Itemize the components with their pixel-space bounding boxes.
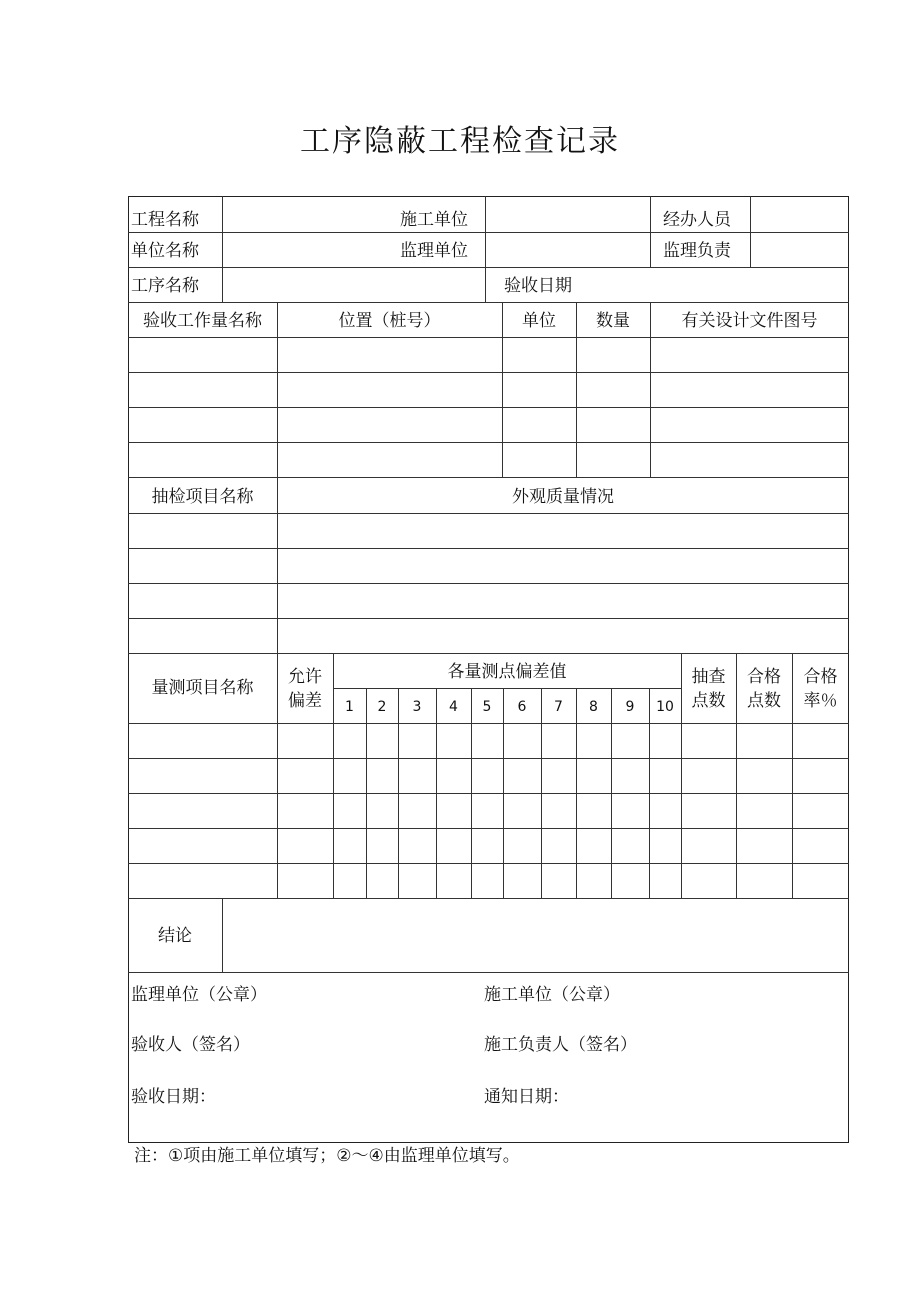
col-workload-name: 验收工作量名称 [143,311,262,331]
label-supervision-lead: 监理负责 [663,241,731,261]
col-pass-rate-2: 率％ [803,691,838,711]
col-sample-points-1: 抽查 [691,667,726,687]
label-unit-name: 单位名称 [131,241,199,261]
notice-date: 通知日期： [484,1087,569,1107]
point-7: 7 [554,699,563,715]
col-position: 位置（桩号） [338,311,441,331]
inspector-signature: 验收人（签名） [131,1035,250,1055]
construction-lead-signature: 施工负责人（签名） [484,1035,637,1055]
point-4: 4 [449,699,458,715]
inspection-date: 验收日期： [131,1087,216,1107]
point-10: 10 [656,699,674,715]
label-conclusion: 结论 [158,926,192,946]
point-5: 5 [482,699,492,715]
label-project-name: 工程名称 [131,210,199,230]
point-2: 2 [377,699,387,715]
point-9: 9 [625,699,635,715]
col-allowance-2: 偏差 [288,691,322,711]
col-quantity: 数量 [596,311,630,331]
point-1: 1 [345,699,354,715]
col-allowance-1: 允许 [288,667,322,687]
col-measure-item: 量测项目名称 [151,678,254,698]
label-supervision-unit: 监理单位 [400,241,468,261]
point-3: 3 [412,699,422,715]
label-handler: 经办人员 [663,210,731,230]
col-pass-points-2: 点数 [747,691,781,711]
col-inspection-item: 抽检项目名称 [151,487,254,507]
label-process-name: 工序名称 [131,276,199,296]
page-title: 工序隐蔽工程检查记录 [300,124,620,159]
label-construction-unit: 施工单位 [400,210,468,230]
col-pass-points-1: 合格 [747,667,781,687]
col-pass-rate-1: 合格 [803,667,838,687]
footnote: 注：①项由施工单位填写；②～④由监理单位填写。 [134,1146,520,1166]
col-sample-points-2: 点数 [691,691,726,711]
label-acceptance-date: 验收日期 [504,276,572,296]
col-unit: 单位 [522,311,556,331]
supervision-seal: 监理单位（公章） [131,985,267,1005]
point-6: 6 [517,699,527,715]
col-design-drawing: 有关设计文件图号 [681,311,818,331]
construction-seal: 施工单位（公章） [484,985,620,1005]
col-appearance-quality: 外观质量情况 [512,487,614,507]
col-deviation-values: 各量测点偏差值 [447,662,567,682]
point-8: 8 [589,699,598,715]
